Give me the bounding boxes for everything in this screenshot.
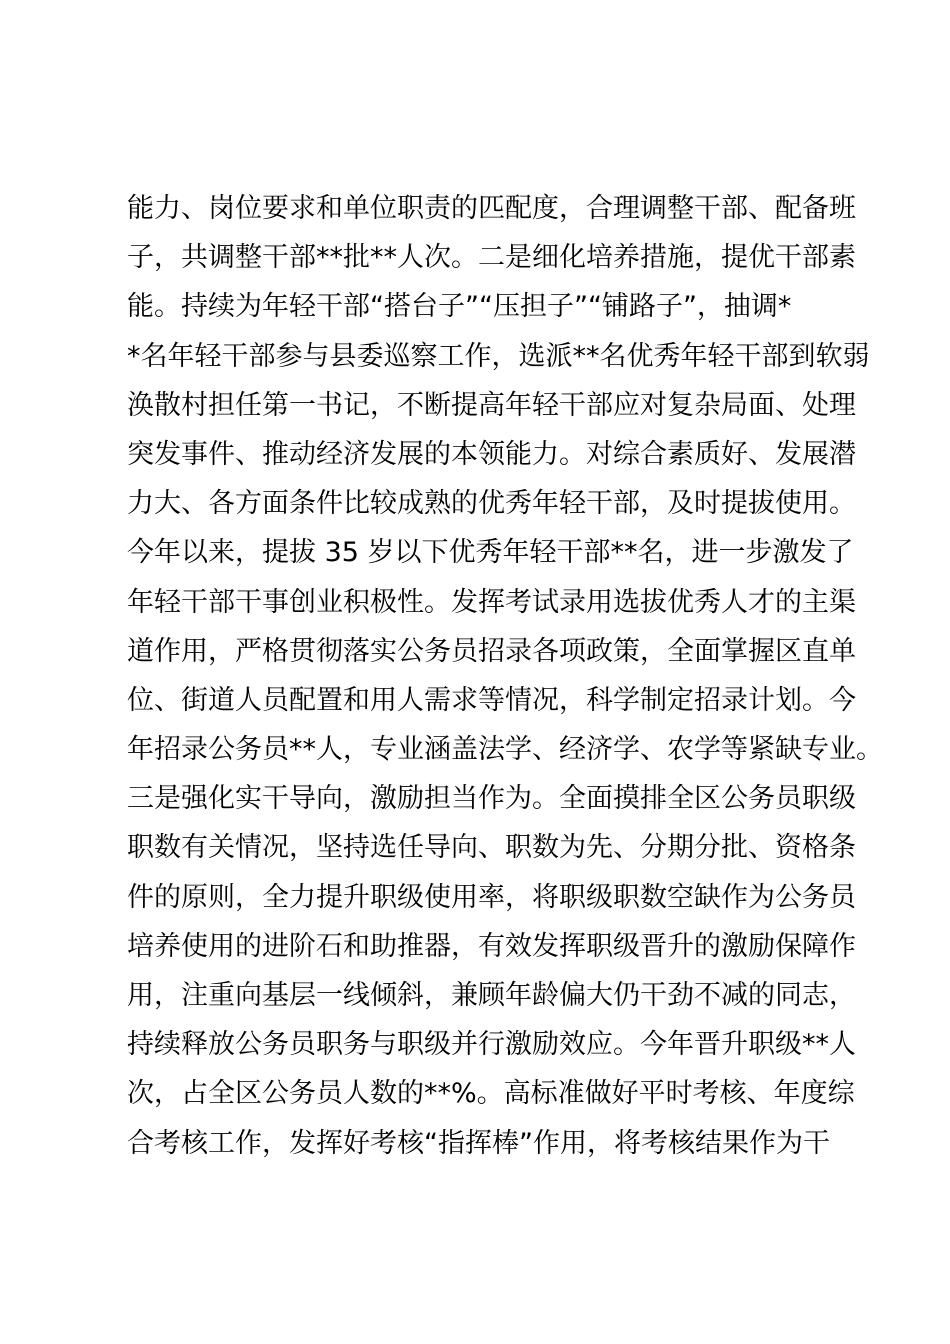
text-line: 道作用，严格贯彻落实公务员招录各项政策，全面掌握区直单 [127,635,856,667]
text-line: 力大、各方面条件比较成熟的优秀年轻干部，及时提拔使用。 [127,488,856,520]
text-line: *名年轻干部参与县委巡察工作，选派**名优秀年轻干部到软弱 [127,340,870,372]
text-line: 次，占全区公务员人数的**%。高标准做好平时考核、年度综 [127,1078,855,1110]
text-line: 位、街道人员配置和用人需求等情况，科学制定招录计划。今 [127,684,856,716]
text-line: 今年以来，提拔 35 岁以下优秀年轻干部**名，进一步激发了 [127,537,854,569]
text-line: 年轻干部干事创业积极性。发挥考试录用选拔优秀人才的主渠 [127,586,856,618]
text-line: 职数有关情况，坚持选任导向、职数为先、分期分批、资格条 [127,832,856,864]
text-line: 年招录公务员**人，专业涵盖法学、经济学、农学等紧缺专业。 [127,734,883,766]
text-line: 用，注重向基层一线倾斜，兼顾年龄偏大仍干劲不减的同志， [127,980,856,1011]
body-text [127,184,883,1168]
text-line: 持续释放公务员职务与职级并行激励效应。今年晋升职级**人 [127,1029,856,1061]
text-line: 能。持续为年轻干部“搭台子”“压担子”“铺路子”，抽调* [127,291,792,323]
text-line: 合考核工作，发挥好考核“指挥棒”作用，将考核结果作为干 [127,1127,830,1159]
text-line: 子，共调整干部**批**人次。二是细化培养措施，提优干部素 [127,242,856,274]
text-line: 培养使用的进阶石和助推器，有效发挥职级晋升的激励保障作 [127,930,856,962]
text-line: 突发事件、推动经济发展的本领能力。对综合素质好、发展潜 [127,438,856,470]
text-line: 三是强化实干导向，激励担当作为。全面摸排全区公务员职级 [127,783,856,815]
text-line: 件的原则，全力提升职级使用率，将职级职数空缺作为公务员 [127,881,856,913]
text-line: 涣散村担任第一书记，不断提高年轻干部应对复杂局面、处理 [127,389,856,421]
text-line: 能力、岗位要求和单位职责的匹配度，合理调整干部、配备班 [127,193,856,224]
